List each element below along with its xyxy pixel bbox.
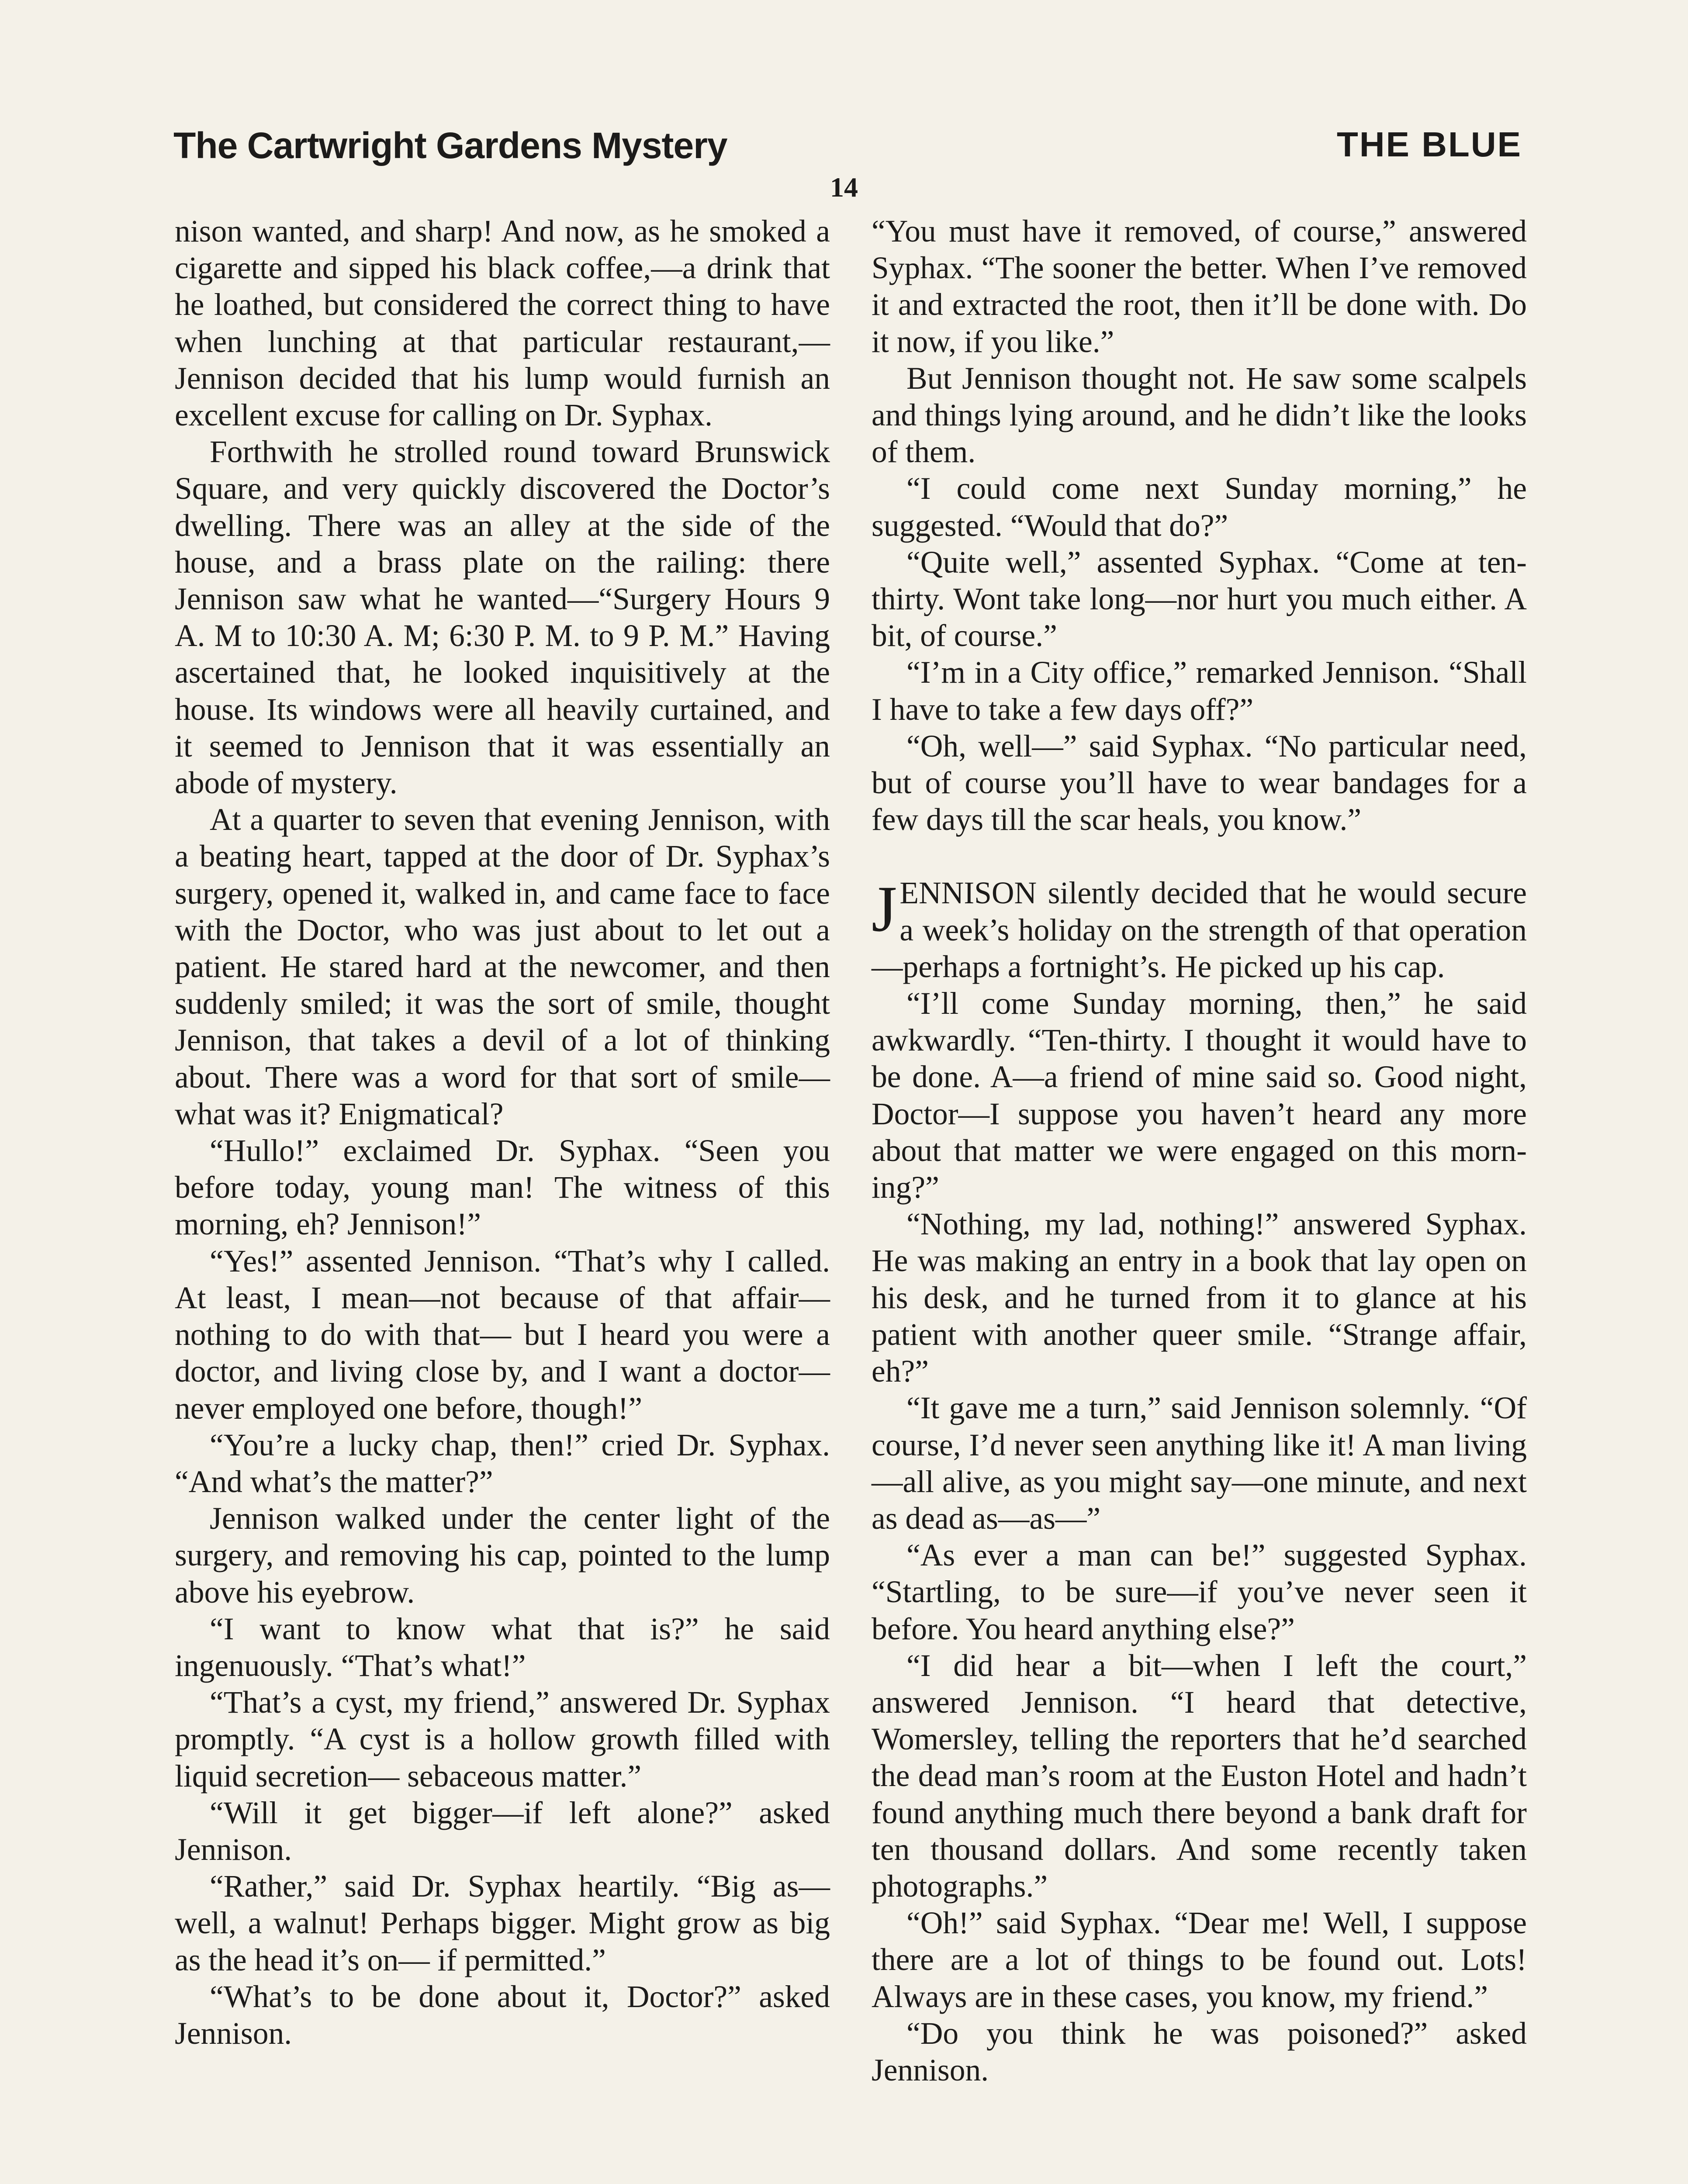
paragraph: “What’s to be done about it, Doctor?” asked Jennison. (175, 1979, 830, 2051)
section-break-paragraph: JENNISON silently decided that he would secure a week’s holiday on the strength of that operation—perhaps a fortnight’s. He picked up his cap. (872, 873, 1527, 984)
paragraph: “Oh!” said Syphax. “Dear me! Well, I suppose there are a lot of things to be found out. Lots! Always are in these cases, you know, my friend.” (872, 1906, 1527, 2014)
paragraph: But Jennison thought not. He saw some scalpels and things lying around, and he didn’t like the looks of them. (872, 361, 1527, 470)
paragraph: “I’ll come Sunday morning, then,” he said awkwardly. “Ten-thirty. I thought it would have to be done. A—a friend of mine said so. Good night, Doctor—I suppose you haven’t heard any more about that matter we were engaged on this morning?” (872, 986, 1527, 1205)
paragraph: “I could come next Sunday morning,” he suggested. “Would that do?” (872, 471, 1527, 543)
paragraph: “As ever a man can be!” suggested Syphax. “Startling, to be sure—if you’ve never seen it before. You heard anything else?” (872, 1538, 1527, 1646)
paragraph: At a quarter to seven that evening Jennison, with a beating heart, tapped at the door of Dr. Syphax’s surgery, opened it, walked in, and came face to face with the Doctor, who was just about to let out a patient. He stared hard at the newcomer, and then suddenly smiled; it was the sort of smile, thought Jennison, that takes a devil of a lot of thinking about. There was a word for that sort of smile—what was it? Enigmatical? (175, 802, 830, 1131)
magazine-name: THE BLUE (1337, 125, 1522, 164)
story-title: The Cartwright Gardens Mystery (173, 125, 727, 166)
page-number: 14 (830, 172, 858, 203)
paragraph: “Yes!” assented Jennison. “That’s why I called. At least, I mean—not because of that affair—nothing to do with that— but I heard you were a doctor, and living close by, and I want a doctor—never employed one before, though!” (175, 1244, 830, 1426)
paragraph: “Nothing, my lad, nothing!” answered Syphax. He was making an entry in a book that lay open on his desk, and he turned from it to glance at his patient with another queer smile. “Strange affair, eh?” (872, 1207, 1527, 1389)
paragraph: “You’re a lucky chap, then!” cried Dr. Syphax. “And what’s the matter?” (175, 1427, 830, 1499)
paragraph: “Do you think he was poisoned?” asked Jennison. (872, 2016, 1527, 2087)
paragraph: “Rather,” said Dr. Syphax heartily. “Big as—well, a walnut! Perhaps bigger. Might grow as big as the head it’s on— if permitted.” (175, 1869, 830, 1977)
paragraph: Forthwith he strolled round toward Brunswick Square, and very quickly discovered the Doctor’s dwelling. There was an alley at the side of the house, and a brass plate on the railing: there Jennison saw what he wanted—“Surgery Hours 9 A. M to 10:30 A. M; 6:30 P. M. to 9 P. M.” Having ascertained that, he looked inquisitively at the house. Its windows were all heavily curtained, and it seemed to Jennison that it was essentially an abode of mystery. (175, 435, 830, 801)
drop-cap-letter: J (872, 873, 897, 946)
right-column (872, 213, 1527, 2089)
paragraph: Jennison walked under the center light of the surgery, and removing his cap, pointed to the lump above his eyebrow. (175, 1501, 830, 1610)
paragraph: “Hullo!” exclaimed Dr. Syphax. “Seen you before today, young man! The witness of this morning, eh? Jennison!” (175, 1133, 830, 1242)
paragraph: “Quite well,” assented Syphax. “Come at ten-thirty. Wont take long—nor hurt you much either. A bit, of course.” (872, 545, 1527, 653)
paragraph: “Will it get bigger—if left alone?” asked Jennison. (175, 1795, 830, 1867)
paragraph: “I want to know what that is?” he said ingenuously. “That’s what!” (175, 1611, 830, 1683)
paragraph: nison wanted, and sharp! And now, as he smoked a cigarette and sipped his black coffee,—a drink that he loathed, but considered the correct thing to have when lunching at that particular restaurant,— Jennison decided that his lump would furnish an excellent excuse for calling on Dr. Syphax. (175, 214, 830, 433)
paragraph: “It gave me a turn,” said Jennison solemnly. “Of course, I’d never seen anything like it! A man living—all alive, as you might say—one minute, and next as dead as—as—” (872, 1391, 1527, 1536)
paragraph: “You must have it removed, of course,” answered Syphax. “The sooner the better. When I’ve removed it and extracted the root, then it’ll be done with. Do it now, if you like.” (872, 214, 1527, 359)
paragraph: “I did hear a bit—when I left the court,” answered Jennison. “I heard that detective, Womersley, telling the reporters that he’d searched the dead man’s room at the Euston Hotel and hadn’t found anything much there beyond a bank draft for ten thousand dollars. And some recently taken photographs.” (872, 1648, 1527, 1904)
paragraph: “That’s a cyst, my friend,” answered Dr. Syphax promptly. “A cyst is a hollow growth filled with liquid secretion— sebaceous matter.” (175, 1685, 830, 1794)
paragraph: “Oh, well—” said Syphax. “No particular need, but of course you’ll have to wear bandages for a few days till the scar heals, you know.” (872, 729, 1527, 837)
paragraph: “I’m in a City office,” remarked Jennison. “Shall I have to take a few days off?” (872, 655, 1527, 727)
left-column (175, 213, 830, 2052)
